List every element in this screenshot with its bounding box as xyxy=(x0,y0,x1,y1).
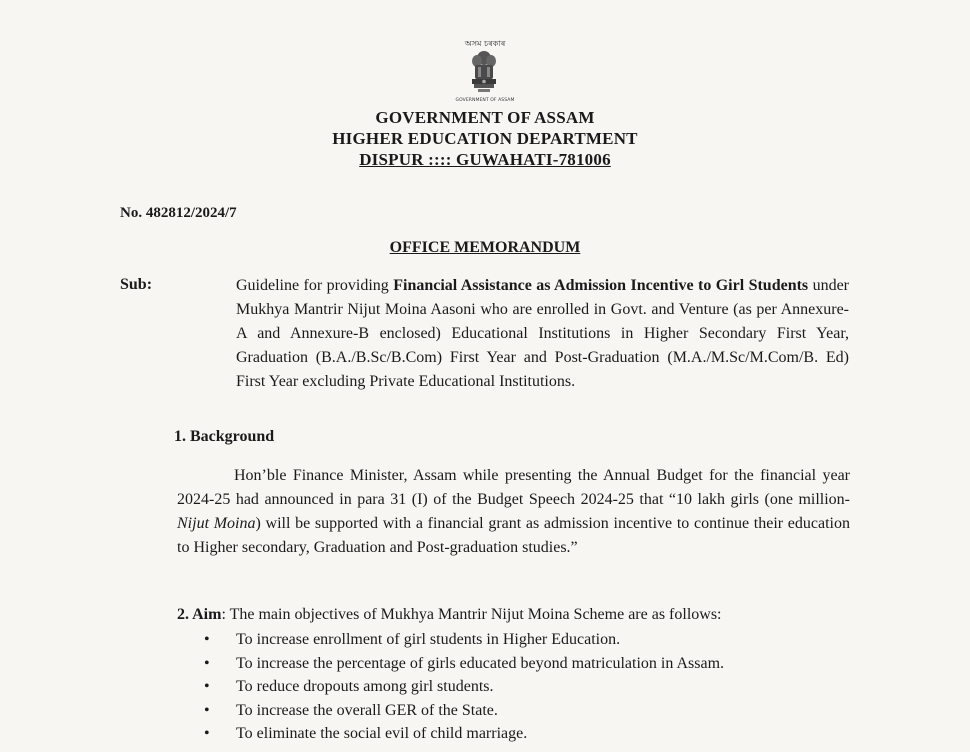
aim-text: : The main objectives of Mukhya Mantrir Nijut Moina Scheme are as follows: xyxy=(221,606,722,623)
background-paragraph xyxy=(177,464,850,560)
bullet-icon: • xyxy=(204,631,210,648)
government-heading: GOVERNMENT OF ASSAM xyxy=(375,108,595,127)
subject-text xyxy=(236,274,849,394)
bullet-text: To increase enrollment of girl students in Higher Education. xyxy=(236,631,621,648)
bullet-icon: • xyxy=(204,678,210,696)
list-item xyxy=(204,699,724,723)
bullet-text: To increase the overall GER of the State. xyxy=(236,701,498,719)
aim-line xyxy=(177,606,722,624)
bullet-icon: • xyxy=(204,701,210,719)
address-heading: DISPUR :::: GUWAHATI-781006 xyxy=(359,150,611,169)
subject-text-bold: Financial Assistance as Admission Incentive to Girl Students xyxy=(393,277,809,294)
background-heading: 1. Background xyxy=(174,428,275,445)
bullet-text: To reduce dropouts among girl students. xyxy=(236,678,494,696)
subject-text-lead: Guideline for providing xyxy=(236,277,394,294)
state-emblem-icon xyxy=(466,49,502,97)
reference-number: No. 482812/2024/7 xyxy=(120,205,237,221)
list-item xyxy=(204,722,724,746)
aim-bullet-list xyxy=(204,628,724,746)
background-text-2: ) will be supported with a financial grant as admission incentive to continue their education to Higher secondary, Graduation and Post-graduation studies.” xyxy=(177,515,850,556)
emblem-caption-english: GOVERNMENT OF ASSAM xyxy=(455,98,515,103)
bullet-icon: • xyxy=(204,725,210,743)
list-item xyxy=(204,628,724,652)
list-item xyxy=(204,652,724,676)
list-item xyxy=(204,675,724,699)
bullet-text: To increase the percentage of girls educated beyond matriculation in Assam. xyxy=(236,654,725,672)
memo-title: OFFICE MEMORANDUM xyxy=(389,239,581,256)
background-text-1: Hon’ble Finance Minister, Assam while presenting the Annual Budget for the financial year 2024-25 had announced in para 31 (I) of the Budget Speech 2024-25 that “10 lakh girls (one million- xyxy=(177,467,850,508)
emblem-caption-assamese: অসম চৰকাৰ xyxy=(464,39,506,48)
bullet-text: To eliminate the social evil of child marriage. xyxy=(236,725,528,743)
aim-label: 2. Aim xyxy=(177,606,222,623)
department-heading: HIGHER EDUCATION DEPARTMENT xyxy=(332,129,638,148)
subject-label: Sub: xyxy=(120,276,153,293)
subject-text-rest: under Mukhya Mantrir Nijut Moina Aasoni who are enrolled in Govt. and Venture (as per Annexure-A and Annexure-B enclosed) Educational Institutions in Higher Secondary First Year, Graduation (B.A./B.Sc/B.Com) First Year and Post-Graduation (M.A./M.Sc/M.Com/B. Ed) First Year excluding Private Educational Institutions. xyxy=(236,277,850,390)
bullet-icon: • xyxy=(204,654,210,672)
background-text-italic: Nijut Moina xyxy=(177,515,256,532)
